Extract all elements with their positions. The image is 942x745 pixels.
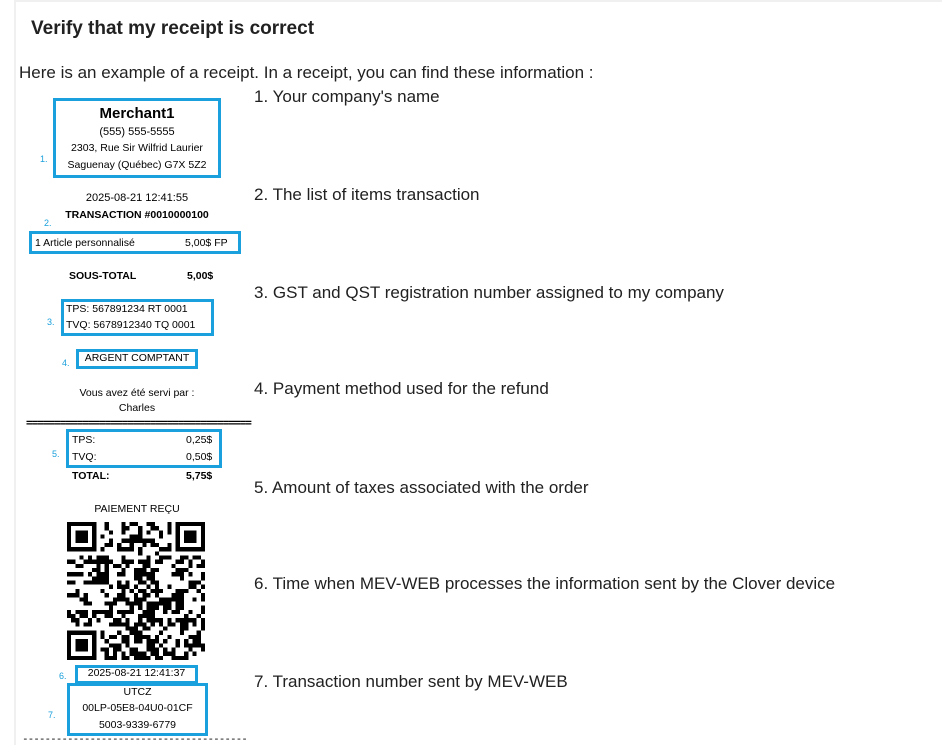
marker-3: 3. bbox=[47, 317, 55, 327]
intro-text: Here is an example of a receipt. In a receipt, you can find these information : bbox=[19, 63, 594, 82]
tvq-registration: TVQ: 5678912340 TQ 0001 bbox=[66, 319, 196, 331]
payment-method: ARGENT COMPTANT bbox=[84, 352, 190, 364]
mev-datetime: 2025-08-21 12:41:37 bbox=[87, 667, 186, 679]
line-item-name: 1 Article personnalisé bbox=[35, 237, 135, 249]
receipt-datetime: 2025-08-21 12:41:55 bbox=[85, 192, 189, 204]
content-top-border bbox=[14, 0, 942, 2]
marker-1: 1. bbox=[40, 154, 48, 164]
receipt-image bbox=[20, 90, 250, 745]
qr-code bbox=[67, 522, 205, 660]
receipt-transaction: TRANSACTION #0010000100 bbox=[65, 209, 209, 221]
subtotal-label: SOUS-TOTAL bbox=[69, 270, 137, 282]
tps-registration: TPS: 567891234 RT 0001 bbox=[66, 303, 188, 315]
marker-2: 2. bbox=[44, 218, 52, 228]
subtotal-value: 5,00$ bbox=[187, 270, 214, 282]
info-item-tax-amount: 5. Amount of taxes associated with the order bbox=[254, 478, 589, 497]
total-label: TOTAL: bbox=[72, 470, 110, 482]
merchant-phone: (555) 555-5555 bbox=[99, 126, 175, 138]
merchant-city: Saguenay (Québec) G7X 5Z2 bbox=[67, 159, 207, 171]
payment-received: PAIEMENT REÇU bbox=[94, 503, 180, 515]
info-item-payment-method: 4. Payment method used for the refund bbox=[254, 379, 549, 398]
receipt-separator-bottom: ---------------------------------------- bbox=[22, 732, 247, 745]
tps-value: 0,25$ bbox=[186, 434, 213, 446]
total-value: 5,75$ bbox=[186, 470, 213, 482]
receipt-separator-top: ======================================== bbox=[26, 416, 251, 429]
info-item-transaction-number: 7. Transaction number sent by MEV-WEB bbox=[254, 672, 568, 691]
merchant-address: 2303, Rue Sir Wilfrid Laurier bbox=[71, 142, 203, 154]
served-by-label: Vous avez été servi par : bbox=[79, 387, 195, 399]
mev-transaction-number: 5003-9339-6779 bbox=[98, 719, 177, 731]
mev-transaction-id: 00LP-05E8-04U0-01CF bbox=[82, 702, 193, 714]
info-item-items-list: 2. The list of items transaction bbox=[254, 185, 480, 204]
merchant-name: Merchant1 bbox=[99, 105, 175, 122]
page-title: Verify that my receipt is correct bbox=[31, 18, 315, 39]
marker-6: 6. bbox=[59, 671, 67, 681]
marker-5: 5. bbox=[52, 449, 60, 459]
line-item-amount: 5,00$ FP bbox=[185, 237, 228, 249]
tvq-label: TVQ: bbox=[72, 451, 97, 463]
info-item-tax-registration: 3. GST and QST registration number assigned to my company bbox=[254, 283, 724, 302]
server-name: Charles bbox=[118, 402, 156, 414]
utc-label: UTCZ bbox=[123, 686, 152, 698]
info-item-mev-time: 6. Time when MEV-WEB processes the information sent by the Clover device bbox=[254, 574, 836, 593]
tps-label: TPS: bbox=[72, 434, 96, 446]
marker-7: 7. bbox=[48, 710, 56, 720]
content-left-border bbox=[14, 0, 16, 745]
marker-4: 4. bbox=[62, 358, 70, 368]
info-item-company-name: 1. Your company's name bbox=[254, 87, 440, 106]
tvq-value: 0,50$ bbox=[186, 451, 213, 463]
